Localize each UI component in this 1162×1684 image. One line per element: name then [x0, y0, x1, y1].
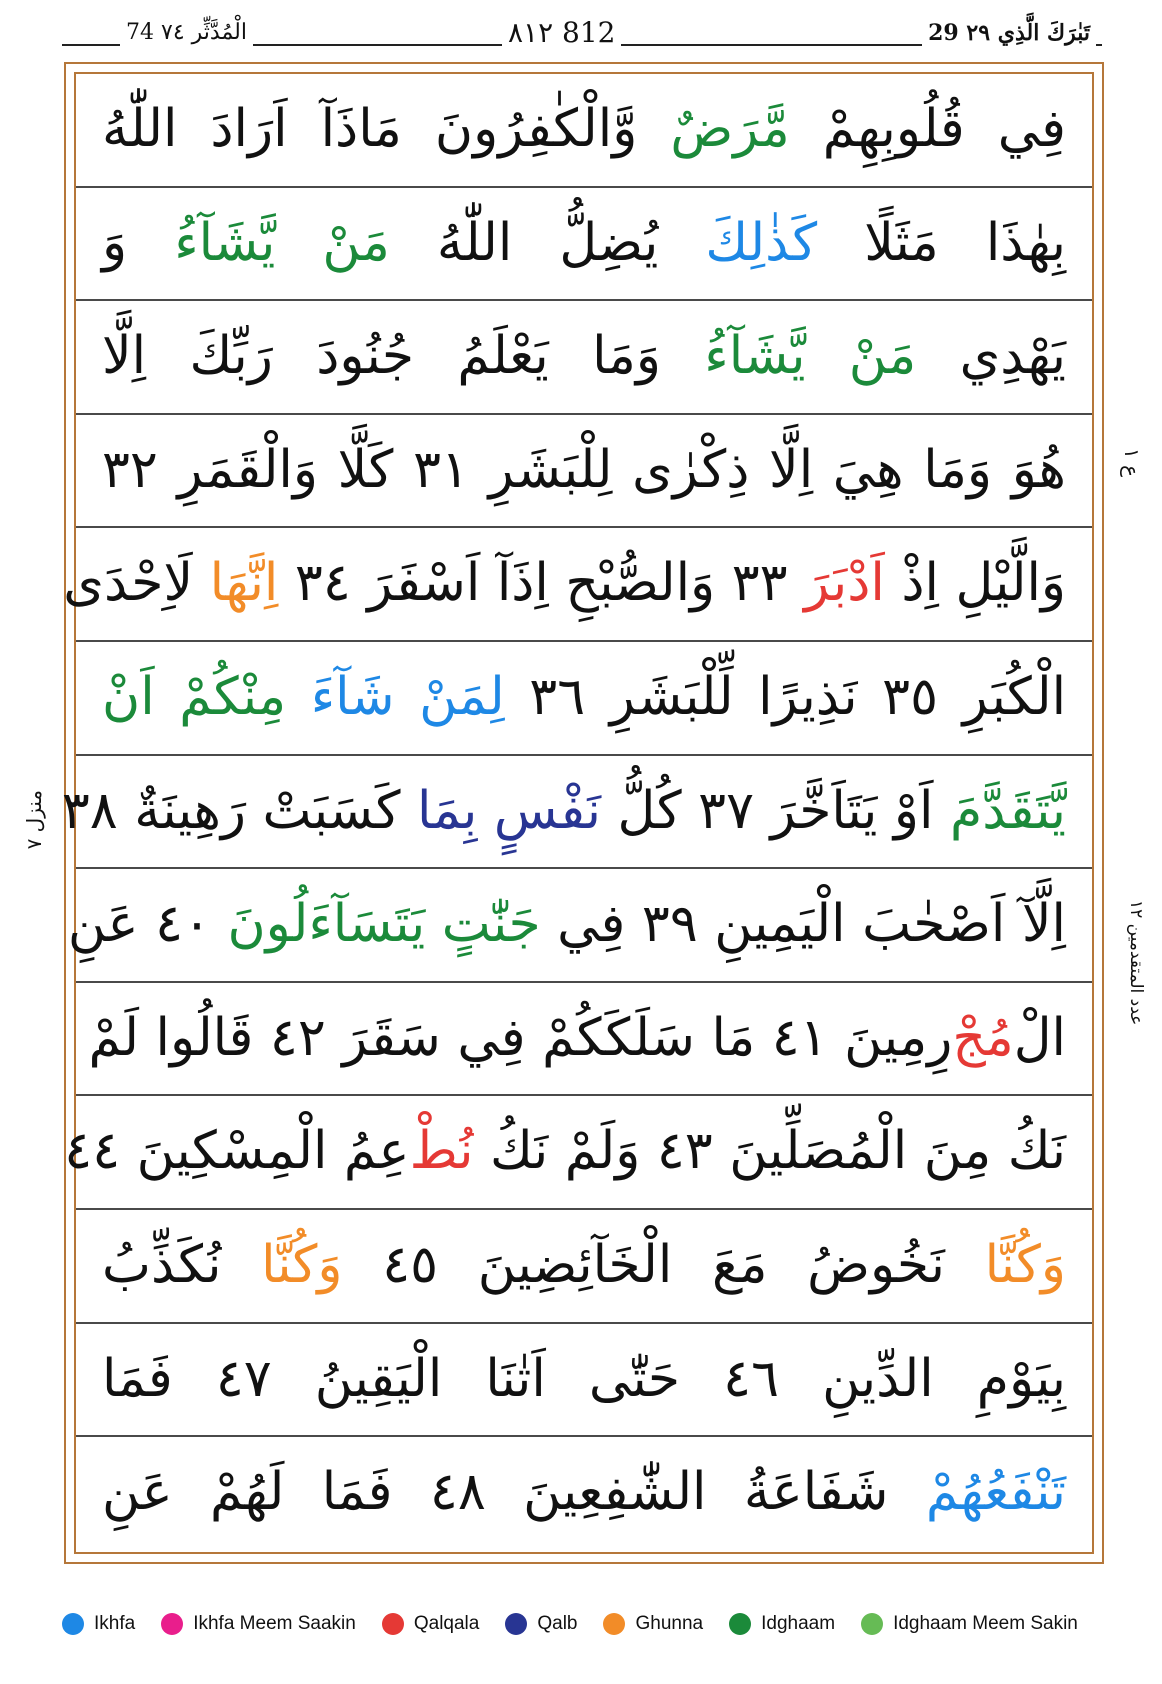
verse-text: يُضِلُّ اللّٰهُ: [389, 212, 706, 273]
text-line: [76, 301, 1092, 415]
verse-text: رِمِينَ ٤١ مَا سَلَكَكُمْ فِي سَقَرَ ٤٢ قَالُوا لَمْ: [88, 1007, 953, 1068]
verse-text: شَفَاعَةُ الشّٰفِعِينَ ٤٨ فَمَا لَهُمْ عَنِ: [102, 1462, 926, 1523]
text-line: [76, 1437, 1092, 1551]
legend-item: [505, 1613, 577, 1635]
legend-item: [62, 1613, 135, 1635]
text-line: [76, 415, 1092, 529]
text-line: [76, 983, 1092, 1097]
legend-label: Ikhfa Meem Saakin: [193, 1613, 356, 1634]
legend-color-dot: [161, 1613, 183, 1635]
verse-text: كَسَبَتْ رَهِينَةٌ ٣٨: [61, 780, 417, 841]
quran-text-block: [61, 74, 1092, 1552]
verse-text: الْ: [1013, 1007, 1066, 1068]
tajweed-ikhfa: تَنْفَعُهُمْ: [925, 1462, 1066, 1523]
ruku-marker: ع ١: [1120, 448, 1144, 478]
page-number: 812: [562, 16, 616, 49]
legend-item: [729, 1613, 835, 1635]
legend-color-dot: [729, 1613, 751, 1635]
verse-text: [286, 667, 311, 727]
legend-label: Ikhfa: [94, 1613, 136, 1634]
text-line: [76, 1324, 1092, 1438]
text-line: [76, 642, 1092, 756]
text-line: [76, 1210, 1092, 1324]
juz-label: [922, 18, 1096, 48]
tajweed-ikhfa: لِمَنْ شَآءَ: [310, 666, 505, 727]
legend-color-dot: [382, 1613, 404, 1635]
tajweed-ghunna: وَكُنَّا: [984, 1234, 1067, 1295]
text-line: [76, 188, 1092, 302]
page-number-label: [502, 18, 621, 48]
tajweed-qalb: نَفْسٍ بِمَا: [416, 780, 601, 841]
tajweed-qalqala: اَدْبَرَ: [804, 553, 885, 614]
tajweed-idghaam: مَنْ يَّشَآءُ: [704, 326, 917, 387]
verse-count-note: عدد المتقدمين ١٢: [1126, 900, 1146, 1026]
text-line: [67, 869, 1092, 983]
verse-text: وَالَّيْلِ اِذْ: [884, 553, 1066, 614]
page-header: [62, 0, 1102, 70]
verse-text: بِهٰذَا مَثَلًا: [817, 212, 1067, 273]
surah-name-arabic: الْمُدَّثِّر ٧٤: [161, 20, 247, 45]
verse-text: وَمَا يَعْلَمُ جُنُودَ رَبِّكَ اِلَّا: [102, 326, 705, 387]
surah-number: 74: [126, 20, 154, 45]
tajweed-idghaam: جَنّٰتٍ يَتَسَآءَلُونَ: [227, 894, 541, 955]
verse-text: فِي قُلُوبِهِمْ: [789, 99, 1066, 159]
legend-label: Qalb: [537, 1613, 578, 1634]
legend-item: [603, 1613, 703, 1635]
verse-text: نُكَذِّبُ: [102, 1234, 262, 1295]
verse-text: عِمُ الْمِسْكِينَ ٤٤: [64, 1121, 410, 1182]
tajweed-idghaam: يَّتَقَدَّمَ: [950, 780, 1066, 841]
verse-text: هُوَ وَمَا هِيَ اِلَّا ذِكْرٰى لِلْبَشَرِ ٣١ كَلَّا وَالْقَمَرِ ٣٢: [102, 439, 1066, 500]
verse-text: نَخُوضُ مَعَ الْخَآئِضِينَ ٤٥: [342, 1234, 985, 1295]
legend-color-dot: [603, 1613, 625, 1635]
verse-text: اِلَّآ اَصْحٰبَ الْيَمِينِ ٣٩ فِي: [540, 894, 1066, 955]
tajweed-idghaam: مِنْكُمْ اَنْ: [102, 666, 287, 727]
legend-label: Idghaam: [761, 1613, 836, 1634]
legend-label: Qalqala: [413, 1613, 480, 1634]
verse-text: ٣٣ وَالصُّبْحِ اِذَآ اَسْفَرَ ٣٤: [278, 553, 805, 614]
legend-color-dot: [861, 1613, 883, 1635]
verse-text: وَّالْكٰفِرُونَ مَاذَآ اَرَادَ اللّٰهُ: [102, 99, 671, 159]
legend-label: Ghunna: [635, 1613, 704, 1634]
page-number-arabic: ٨١٢: [508, 16, 554, 49]
verse-text: ٤٠ عَنِ: [67, 894, 228, 955]
tajweed-idghaam: مَنْ يَّشَآءُ: [174, 212, 390, 273]
legend-color-dot: [62, 1613, 84, 1635]
text-line: [64, 1096, 1092, 1210]
tajweed-idghaam: مَّرَضٌ: [670, 99, 790, 159]
tajweed-legend: [62, 1606, 1122, 1642]
tajweed-ghunna: اِنَّهَا: [209, 553, 279, 614]
legend-item: [382, 1613, 480, 1635]
legend-label: Idghaam Meem Sakin: [893, 1613, 1078, 1634]
text-line: [61, 756, 1092, 870]
verse-text: يَهْدِي: [916, 326, 1067, 387]
verse-text: وَ: [102, 212, 175, 273]
verse-text: الْكُبَرِ ٣٥ نَذِيرًا لِّلْبَشَرِ ٣٦: [504, 666, 1067, 727]
legend-color-dot: [505, 1613, 527, 1635]
tajweed-qalqala: نُطْ: [409, 1121, 474, 1182]
tajweed-ikhfa: كَذٰلِكَ: [705, 212, 818, 273]
verse-text: نَكُ مِنَ الْمُصَلِّينَ ٤٣ وَلَمْ نَكُ: [473, 1121, 1066, 1182]
legend-item: [161, 1613, 356, 1635]
juz-number: 29: [928, 20, 959, 46]
verse-text: لَاِحْدَى: [63, 553, 210, 614]
text-line: [76, 74, 1092, 188]
surah-name-label: [120, 18, 253, 48]
verse-text: اَوْ يَتَاَخَّرَ ٣٧ كُلُّ: [600, 780, 951, 841]
legend-item: [861, 1613, 1078, 1635]
manzil-marker: منزل ٧: [22, 790, 46, 850]
tajweed-ghunna: وَكُنَّا: [261, 1234, 343, 1295]
juz-name-arabic: تَبٰرَكَ الَّذِي ٢٩: [966, 20, 1090, 46]
text-line: [63, 528, 1092, 642]
tajweed-qalqala: مُجْ: [952, 1007, 1014, 1068]
verse-text: بِيَوْمِ الدِّينِ ٤٦ حَتّٰى اَتٰنَا الْيَقِينُ ٤٧ فَمَا: [102, 1348, 1066, 1409]
